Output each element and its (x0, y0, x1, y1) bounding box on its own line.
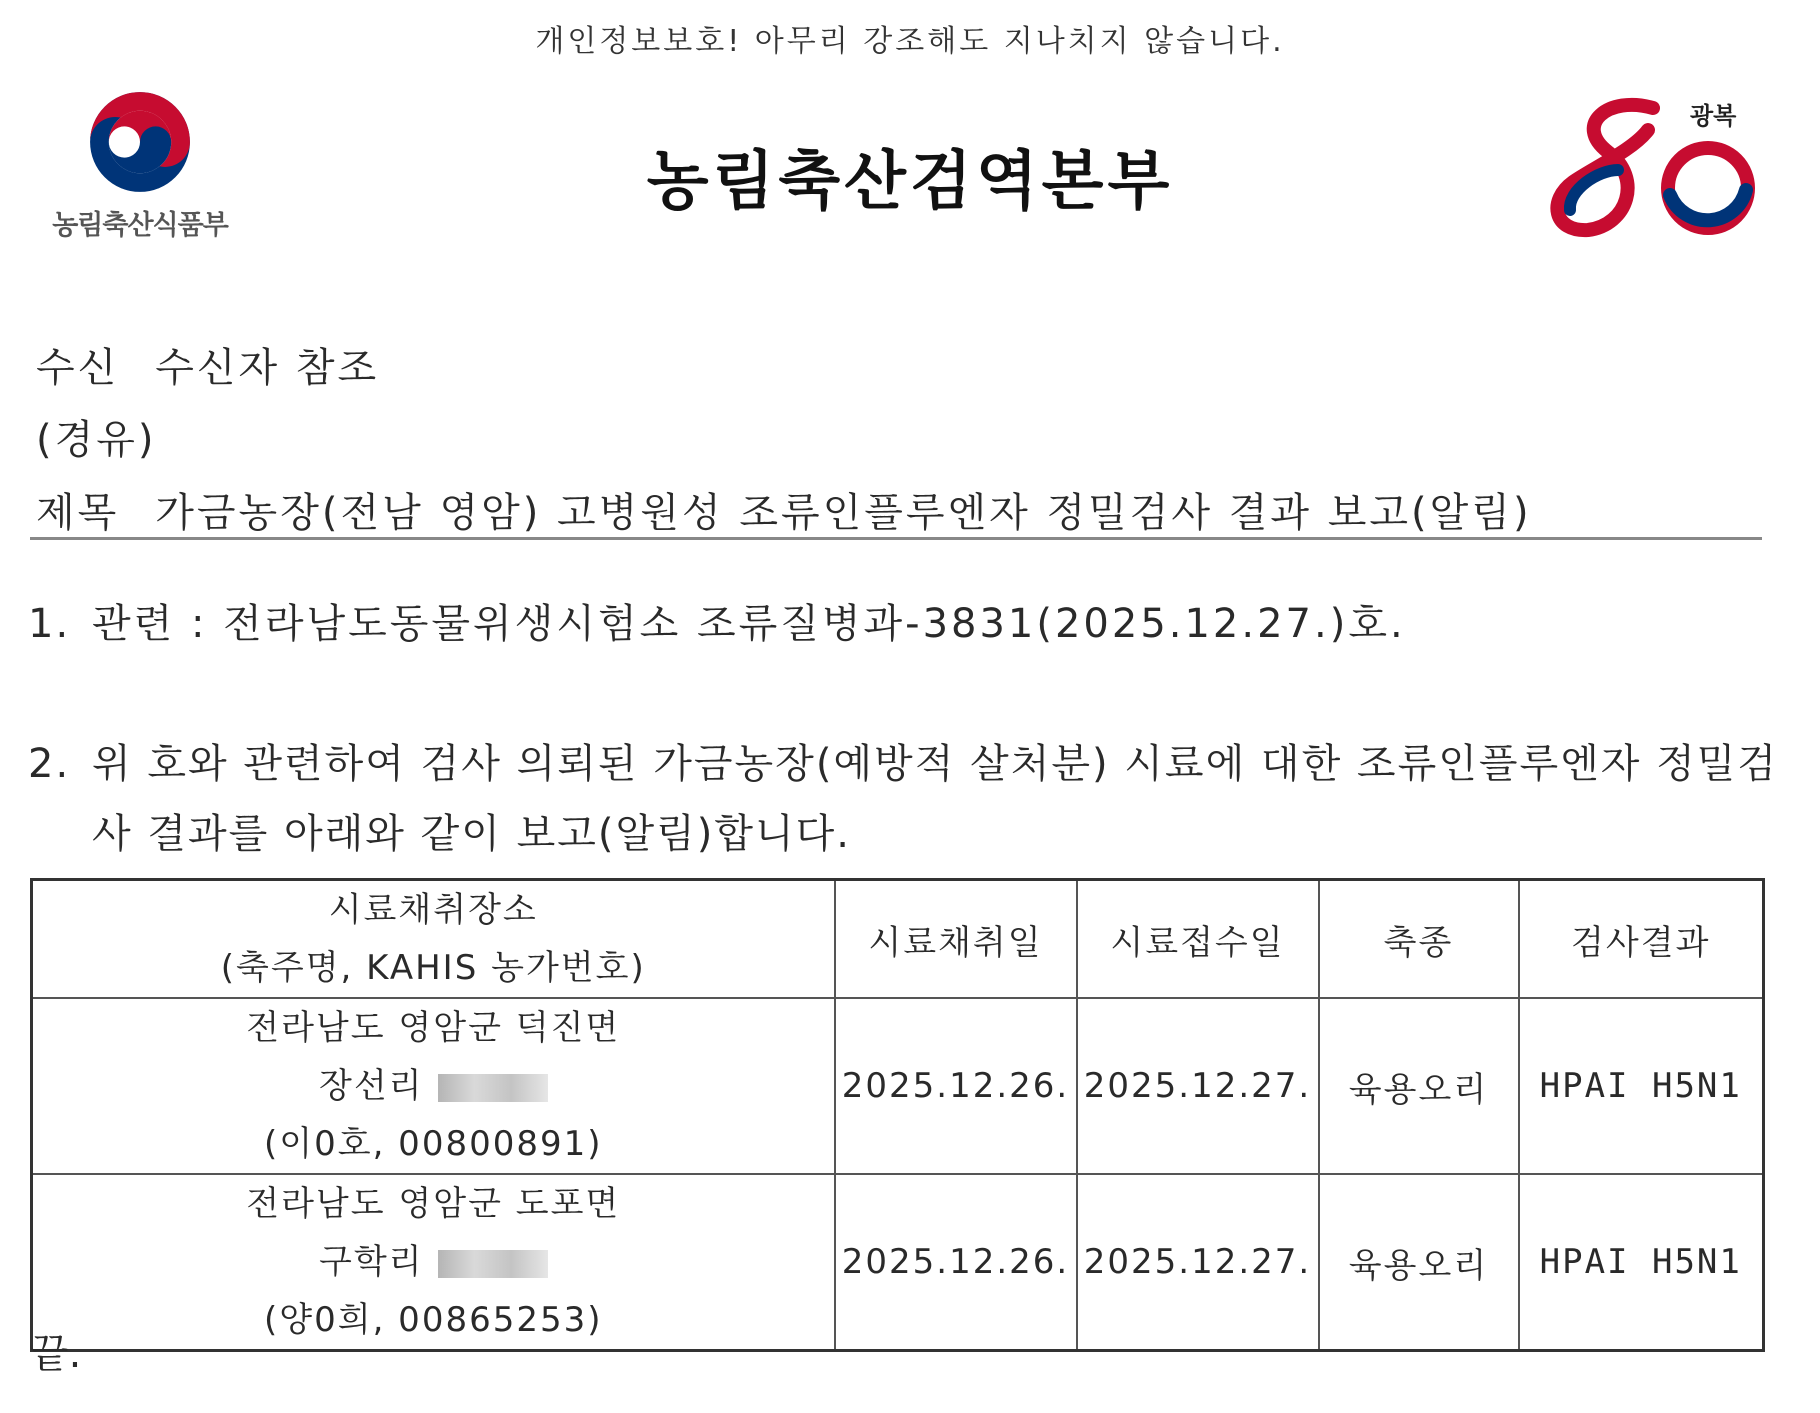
privacy-slogan: 개인정보보호! 아무리 강조해도 지나치지 않습니다. (535, 24, 1285, 59)
paragraph-2-continuation (92, 802, 851, 859)
sampling-location-cell (32, 1174, 835, 1351)
header-receipt-date: 시료접수일 (1077, 880, 1319, 999)
result-cell: HPAI H5N1 (1519, 998, 1764, 1174)
receipt-date-cell: 2025.12.27. (1077, 998, 1319, 1174)
header-location-line-2: (축주명, KAHIS 농가번호) (220, 948, 646, 988)
redacted-address (438, 1250, 548, 1278)
sampling-location-cell (32, 998, 835, 1174)
location-line-3: (이0호, 00800891) (263, 1124, 603, 1164)
header-divider (30, 537, 1762, 540)
location-village: 구학리 (318, 1242, 424, 1282)
paragraph-1 (28, 592, 1406, 649)
header-collection-date: 시료채취일 (835, 880, 1077, 999)
collection-date-cell: 2025.12.26. (835, 1174, 1077, 1351)
species-cell: 육용오리 (1319, 1174, 1519, 1351)
paragraph-1-text: 관련 : 전라남도동물위생시험소 조류질병과-3831(2025.12.27.)호. (92, 601, 1406, 647)
table-header-row (32, 880, 1764, 999)
table-row (32, 998, 1764, 1174)
ministry-name: 농림축산식품부 (52, 210, 228, 241)
location-line-1: 전라남도 영암군 덕진면 (246, 1008, 621, 1048)
header-sampling-location (32, 880, 835, 999)
liberation-80th-logo (1548, 90, 1758, 250)
header-species: 축종 (1319, 880, 1519, 999)
location-line-3: (양0희, 00865253) (263, 1300, 603, 1340)
table-row (32, 1174, 1764, 1351)
result-cell: HPAI H5N1 (1519, 1174, 1764, 1351)
location-line-2 (33, 1057, 834, 1115)
subject-field (36, 481, 1532, 538)
recipient-value: 수신자 참조 (155, 345, 380, 391)
via-field: (경유) (36, 417, 157, 463)
recipient-label: 수신 (36, 345, 120, 391)
header-result: 검사결과 (1519, 880, 1764, 999)
paragraph-2-number: 2. (28, 741, 71, 787)
end-mark: 끝. (30, 1331, 82, 1377)
paragraph-1-number: 1. (28, 601, 71, 647)
paragraph-2-line-2: 사 결과를 아래와 같이 보고(알림)합니다. (92, 811, 852, 857)
location-line-2 (33, 1233, 834, 1291)
paragraph-2 (28, 732, 1778, 789)
location-village: 장선리 (318, 1066, 424, 1106)
header-location-line-1: 시료채취장소 (328, 890, 538, 930)
anniversary-label: 광복 (1690, 102, 1737, 130)
collection-date-cell: 2025.12.26. (835, 998, 1077, 1174)
receipt-date-cell: 2025.12.27. (1077, 1174, 1319, 1351)
species-cell: 육용오리 (1319, 998, 1519, 1174)
agency-title: 농림축산검역본부 (646, 145, 1174, 219)
recipient-field (36, 336, 379, 393)
subject-label: 제목 (36, 490, 120, 536)
subject-value: 가금농장(전남 영암) 고병원성 조류인플루엔자 정밀검사 결과 보고(알림) (155, 490, 1532, 536)
redacted-address (438, 1074, 548, 1102)
location-line-1: 전라남도 영암군 도포면 (246, 1184, 621, 1224)
inspection-result-table (30, 878, 1765, 1352)
paragraph-2-line-1: 위 호와 관련하여 검사 의뢰된 가금농장(예방적 살처분) 시료에 대한 조류인플루엔자 정밀검 (92, 741, 1779, 787)
